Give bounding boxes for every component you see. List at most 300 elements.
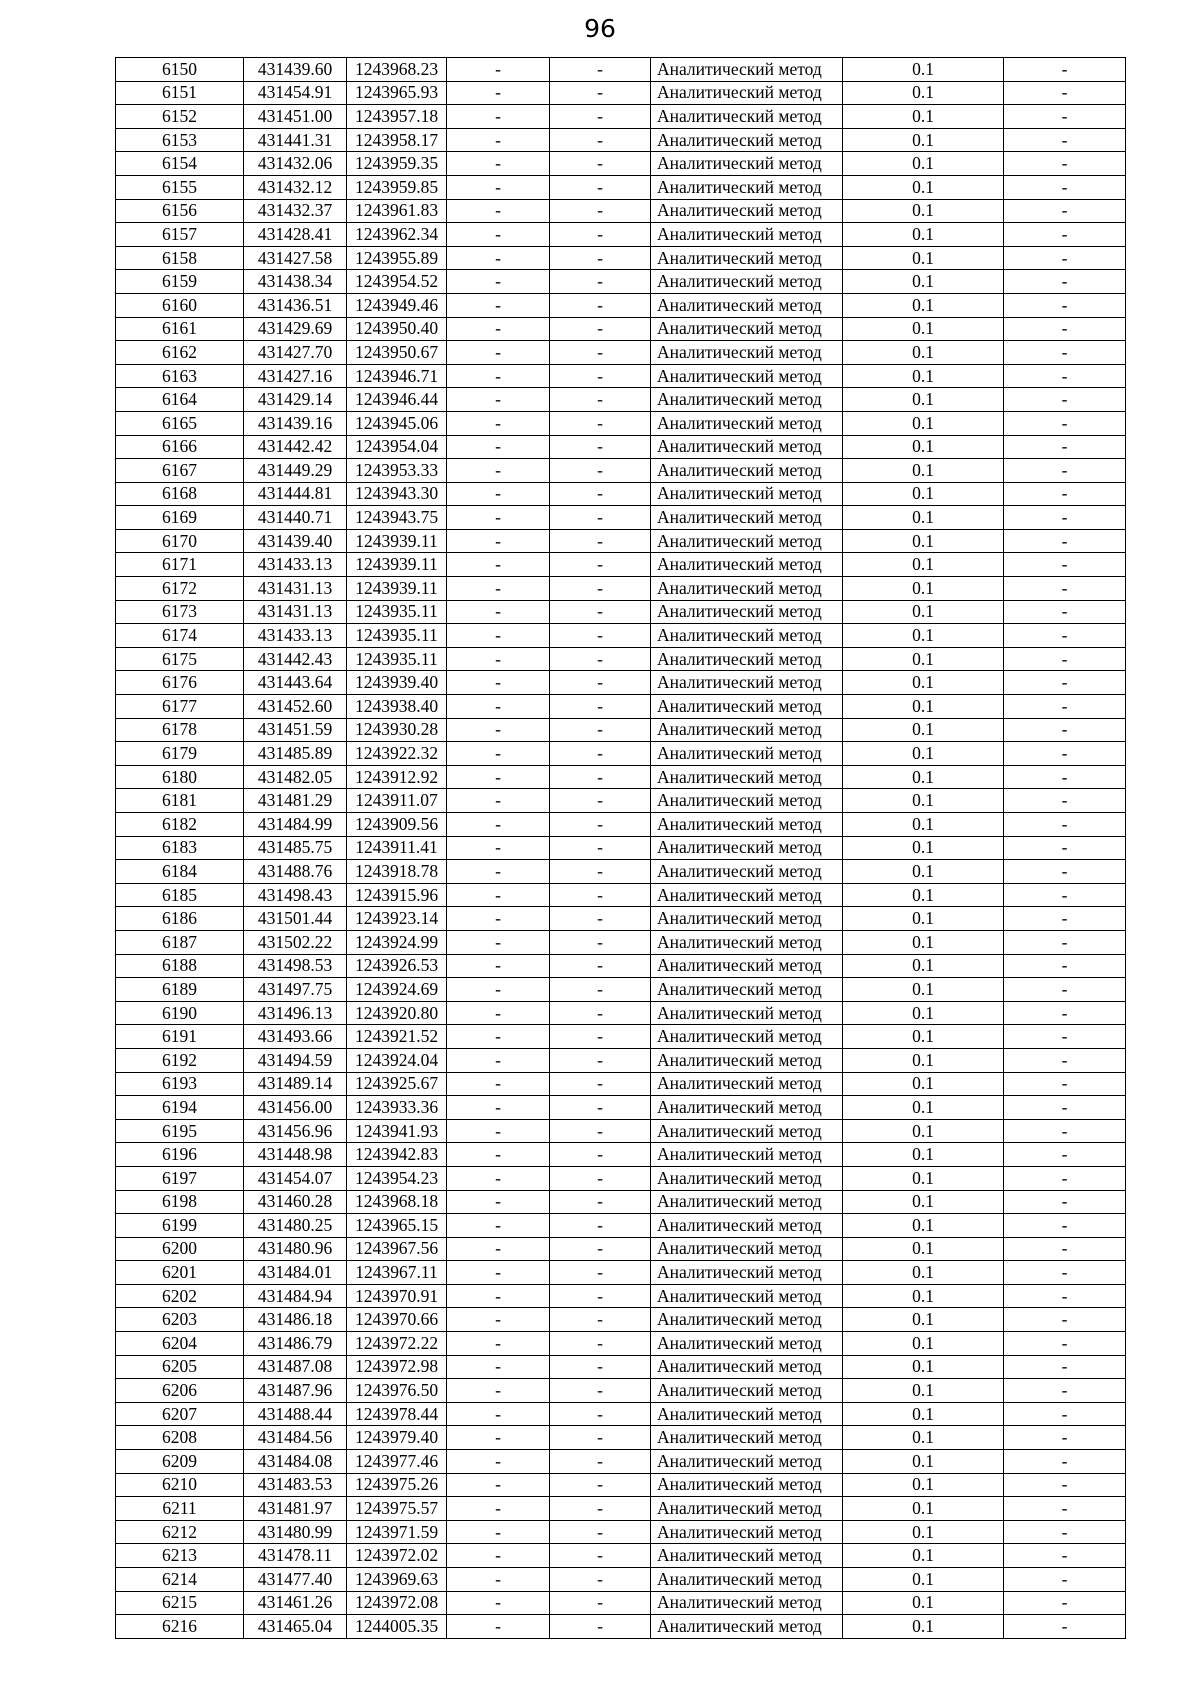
empty-cell-b: - [550,624,651,648]
empty-cell-c: - [1004,1544,1126,1568]
empty-cell-a: - [447,388,550,412]
x-coordinate-cell: 431465.04 [244,1615,347,1639]
method-cell: Аналитический метод [651,671,843,695]
point-number-cell: 6177 [116,695,244,719]
method-cell: Аналитический метод [651,1497,843,1521]
empty-cell-b: - [550,718,651,742]
accuracy-cell: 0.1 [843,1119,1004,1143]
x-coordinate-cell: 431436.51 [244,293,347,317]
empty-cell-a: - [447,577,550,601]
empty-cell-c: - [1004,317,1126,341]
y-coordinate-cell: 1243915.96 [347,883,447,907]
empty-cell-c: - [1004,1261,1126,1285]
table-row [116,671,1126,695]
empty-cell-b: - [550,317,651,341]
empty-cell-b: - [550,1190,651,1214]
accuracy-cell: 0.1 [843,1308,1004,1332]
x-coordinate-cell: 431429.14 [244,388,347,412]
point-number-cell: 6185 [116,883,244,907]
accuracy-cell: 0.1 [843,954,1004,978]
empty-cell-c: - [1004,199,1126,223]
accuracy-cell: 0.1 [843,128,1004,152]
method-cell: Аналитический метод [651,1544,843,1568]
method-cell: Аналитический метод [651,1450,843,1474]
point-number-cell: 6180 [116,765,244,789]
x-coordinate-cell: 431433.13 [244,553,347,577]
empty-cell-c: - [1004,577,1126,601]
accuracy-cell: 0.1 [843,293,1004,317]
x-coordinate-cell: 431451.59 [244,718,347,742]
empty-cell-c: - [1004,246,1126,270]
x-coordinate-cell: 431431.13 [244,577,347,601]
y-coordinate-cell: 1243979.40 [347,1426,447,1450]
x-coordinate-cell: 431431.13 [244,600,347,624]
accuracy-cell: 0.1 [843,1497,1004,1521]
method-cell: Аналитический метод [651,152,843,176]
table-row [116,1261,1126,1285]
x-coordinate-cell: 431494.59 [244,1048,347,1072]
accuracy-cell: 0.1 [843,624,1004,648]
table-row [116,695,1126,719]
empty-cell-c: - [1004,930,1126,954]
method-cell: Аналитический метод [651,1332,843,1356]
accuracy-cell: 0.1 [843,1143,1004,1167]
empty-cell-b: - [550,482,651,506]
empty-cell-b: - [550,1001,651,1025]
point-number-cell: 6196 [116,1143,244,1167]
x-coordinate-cell: 431451.00 [244,105,347,129]
method-cell: Аналитический метод [651,765,843,789]
table-row [116,1402,1126,1426]
empty-cell-b: - [550,1214,651,1238]
accuracy-cell: 0.1 [843,907,1004,931]
empty-cell-b: - [550,695,651,719]
x-coordinate-cell: 431484.01 [244,1261,347,1285]
empty-cell-a: - [447,341,550,365]
y-coordinate-cell: 1243939.40 [347,671,447,695]
table-row [116,1284,1126,1308]
x-coordinate-cell: 431438.34 [244,270,347,294]
table-row [116,1001,1126,1025]
empty-cell-a: - [447,765,550,789]
empty-cell-c: - [1004,482,1126,506]
empty-cell-a: - [447,435,550,459]
empty-cell-b: - [550,1615,651,1639]
point-number-cell: 6164 [116,388,244,412]
y-coordinate-cell: 1243946.44 [347,388,447,412]
method-cell: Аналитический метод [651,1096,843,1120]
method-cell: Аналитический метод [651,600,843,624]
table-row [116,1332,1126,1356]
empty-cell-c: - [1004,836,1126,860]
method-cell: Аналитический метод [651,1355,843,1379]
accuracy-cell: 0.1 [843,1072,1004,1096]
empty-cell-a: - [447,718,550,742]
empty-cell-b: - [550,1237,651,1261]
accuracy-cell: 0.1 [843,1261,1004,1285]
point-number-cell: 6192 [116,1048,244,1072]
y-coordinate-cell: 1243965.93 [347,81,447,105]
empty-cell-b: - [550,1544,651,1568]
x-coordinate-cell: 431432.12 [244,175,347,199]
method-cell: Аналитический метод [651,718,843,742]
empty-cell-a: - [447,199,550,223]
empty-cell-c: - [1004,1214,1126,1238]
method-cell: Аналитический метод [651,317,843,341]
empty-cell-c: - [1004,1190,1126,1214]
empty-cell-a: - [447,1544,550,1568]
empty-cell-a: - [447,1497,550,1521]
table-row [116,459,1126,483]
accuracy-cell: 0.1 [843,317,1004,341]
table-row [116,1520,1126,1544]
empty-cell-b: - [550,506,651,530]
empty-cell-b: - [550,411,651,435]
empty-cell-b: - [550,223,651,247]
x-coordinate-cell: 431482.05 [244,765,347,789]
page-number: 96 [584,14,616,43]
empty-cell-c: - [1004,1143,1126,1167]
empty-cell-c: - [1004,435,1126,459]
method-cell: Аналитический метод [651,1402,843,1426]
point-number-cell: 6213 [116,1544,244,1568]
point-number-cell: 6179 [116,742,244,766]
table-row [116,435,1126,459]
table-body [116,58,1126,1639]
empty-cell-a: - [447,317,550,341]
x-coordinate-cell: 431497.75 [244,978,347,1002]
table-row [116,624,1126,648]
y-coordinate-cell: 1243958.17 [347,128,447,152]
empty-cell-a: - [447,813,550,837]
empty-cell-b: - [550,388,651,412]
empty-cell-c: - [1004,175,1126,199]
y-coordinate-cell: 1243968.23 [347,58,447,82]
y-coordinate-cell: 1243924.04 [347,1048,447,1072]
empty-cell-b: - [550,1568,651,1592]
empty-cell-a: - [447,624,550,648]
empty-cell-b: - [550,1072,651,1096]
empty-cell-b: - [550,1048,651,1072]
empty-cell-c: - [1004,1568,1126,1592]
method-cell: Аналитический метод [651,647,843,671]
empty-cell-b: - [550,105,651,129]
table-row [116,1119,1126,1143]
method-cell: Аналитический метод [651,836,843,860]
empty-cell-c: - [1004,600,1126,624]
point-number-cell: 6172 [116,577,244,601]
empty-cell-b: - [550,789,651,813]
empty-cell-b: - [550,364,651,388]
x-coordinate-cell: 431498.43 [244,883,347,907]
x-coordinate-cell: 431493.66 [244,1025,347,1049]
empty-cell-a: - [447,1166,550,1190]
x-coordinate-cell: 431485.89 [244,742,347,766]
table-row [116,1025,1126,1049]
empty-cell-b: - [550,907,651,931]
table-row [116,364,1126,388]
table-row [116,1048,1126,1072]
table-row [116,1166,1126,1190]
point-number-cell: 6203 [116,1308,244,1332]
empty-cell-a: - [447,860,550,884]
empty-cell-c: - [1004,647,1126,671]
y-coordinate-cell: 1243941.93 [347,1119,447,1143]
accuracy-cell: 0.1 [843,1426,1004,1450]
method-cell: Аналитический метод [651,58,843,82]
empty-cell-c: - [1004,789,1126,813]
y-coordinate-cell: 1243922.32 [347,742,447,766]
empty-cell-a: - [447,742,550,766]
y-coordinate-cell: 1243939.11 [347,577,447,601]
method-cell: Аналитический метод [651,1473,843,1497]
empty-cell-b: - [550,1166,651,1190]
empty-cell-b: - [550,1261,651,1285]
empty-cell-b: - [550,435,651,459]
table-row [116,836,1126,860]
empty-cell-a: - [447,459,550,483]
accuracy-cell: 0.1 [843,1568,1004,1592]
accuracy-cell: 0.1 [843,718,1004,742]
accuracy-cell: 0.1 [843,742,1004,766]
empty-cell-c: - [1004,907,1126,931]
y-coordinate-cell: 1243959.35 [347,152,447,176]
accuracy-cell: 0.1 [843,1591,1004,1615]
method-cell: Аналитический метод [651,411,843,435]
empty-cell-b: - [550,1143,651,1167]
method-cell: Аналитический метод [651,1025,843,1049]
point-number-cell: 6151 [116,81,244,105]
method-cell: Аналитический метод [651,1261,843,1285]
point-number-cell: 6155 [116,175,244,199]
coordinates-table [115,57,1126,1639]
empty-cell-b: - [550,765,651,789]
method-cell: Аналитический метод [651,128,843,152]
accuracy-cell: 0.1 [843,364,1004,388]
x-coordinate-cell: 431484.99 [244,813,347,837]
x-coordinate-cell: 431502.22 [244,930,347,954]
empty-cell-c: - [1004,1072,1126,1096]
point-number-cell: 6156 [116,199,244,223]
x-coordinate-cell: 431488.44 [244,1402,347,1426]
point-number-cell: 6173 [116,600,244,624]
accuracy-cell: 0.1 [843,1025,1004,1049]
table-row [116,81,1126,105]
y-coordinate-cell: 1243967.11 [347,1261,447,1285]
method-cell: Аналитический метод [651,1166,843,1190]
empty-cell-c: - [1004,341,1126,365]
empty-cell-c: - [1004,1615,1126,1639]
y-coordinate-cell: 1243911.07 [347,789,447,813]
method-cell: Аналитический метод [651,577,843,601]
y-coordinate-cell: 1243953.33 [347,459,447,483]
empty-cell-a: - [447,1473,550,1497]
method-cell: Аналитический метод [651,1591,843,1615]
table-row [116,600,1126,624]
empty-cell-b: - [550,742,651,766]
empty-cell-b: - [550,577,651,601]
y-coordinate-cell: 1243939.11 [347,553,447,577]
table-row [116,883,1126,907]
point-number-cell: 6157 [116,223,244,247]
x-coordinate-cell: 431498.53 [244,954,347,978]
empty-cell-c: - [1004,270,1126,294]
empty-cell-c: - [1004,1520,1126,1544]
empty-cell-c: - [1004,978,1126,1002]
table-row [116,246,1126,270]
y-coordinate-cell: 1243975.57 [347,1497,447,1521]
y-coordinate-cell: 1243954.52 [347,270,447,294]
table-row [116,388,1126,412]
empty-cell-c: - [1004,128,1126,152]
x-coordinate-cell: 431481.29 [244,789,347,813]
accuracy-cell: 0.1 [843,1166,1004,1190]
table-row [116,647,1126,671]
empty-cell-b: - [550,930,651,954]
y-coordinate-cell: 1243933.36 [347,1096,447,1120]
method-cell: Аналитический метод [651,1190,843,1214]
point-number-cell: 6212 [116,1520,244,1544]
point-number-cell: 6199 [116,1214,244,1238]
point-number-cell: 6176 [116,671,244,695]
y-coordinate-cell: 1243924.69 [347,978,447,1002]
x-coordinate-cell: 431501.44 [244,907,347,931]
empty-cell-a: - [447,1025,550,1049]
accuracy-cell: 0.1 [843,765,1004,789]
point-number-cell: 6182 [116,813,244,837]
method-cell: Аналитический метод [651,1214,843,1238]
empty-cell-b: - [550,341,651,365]
empty-cell-a: - [447,152,550,176]
accuracy-cell: 0.1 [843,883,1004,907]
y-coordinate-cell: 1243961.83 [347,199,447,223]
table-row [116,1072,1126,1096]
empty-cell-c: - [1004,1119,1126,1143]
empty-cell-b: - [550,1402,651,1426]
empty-cell-b: - [550,1332,651,1356]
empty-cell-a: - [447,1001,550,1025]
point-number-cell: 6214 [116,1568,244,1592]
point-number-cell: 6183 [116,836,244,860]
x-coordinate-cell: 431461.26 [244,1591,347,1615]
empty-cell-b: - [550,813,651,837]
x-coordinate-cell: 431441.31 [244,128,347,152]
x-coordinate-cell: 431480.96 [244,1237,347,1261]
table-row [116,1096,1126,1120]
empty-cell-c: - [1004,813,1126,837]
accuracy-cell: 0.1 [843,577,1004,601]
point-number-cell: 6175 [116,647,244,671]
accuracy-cell: 0.1 [843,152,1004,176]
empty-cell-a: - [447,671,550,695]
table-row [116,529,1126,553]
accuracy-cell: 0.1 [843,529,1004,553]
accuracy-cell: 0.1 [843,506,1004,530]
y-coordinate-cell: 1243923.14 [347,907,447,931]
empty-cell-a: - [447,1615,550,1639]
empty-cell-b: - [550,128,651,152]
empty-cell-c: - [1004,553,1126,577]
empty-cell-b: - [550,529,651,553]
accuracy-cell: 0.1 [843,341,1004,365]
x-coordinate-cell: 431484.94 [244,1284,347,1308]
x-coordinate-cell: 431488.76 [244,860,347,884]
point-number-cell: 6168 [116,482,244,506]
x-coordinate-cell: 431480.25 [244,1214,347,1238]
x-coordinate-cell: 431487.08 [244,1355,347,1379]
accuracy-cell: 0.1 [843,270,1004,294]
empty-cell-c: - [1004,529,1126,553]
empty-cell-a: - [447,482,550,506]
x-coordinate-cell: 431456.00 [244,1096,347,1120]
y-coordinate-cell: 1243970.91 [347,1284,447,1308]
empty-cell-b: - [550,1284,651,1308]
accuracy-cell: 0.1 [843,1520,1004,1544]
accuracy-cell: 0.1 [843,246,1004,270]
x-coordinate-cell: 431481.97 [244,1497,347,1521]
method-cell: Аналитический метод [651,930,843,954]
empty-cell-b: - [550,671,651,695]
table-row [116,860,1126,884]
accuracy-cell: 0.1 [843,1284,1004,1308]
method-cell: Аналитический метод [651,1001,843,1025]
empty-cell-a: - [447,1520,550,1544]
point-number-cell: 6153 [116,128,244,152]
table-row [116,765,1126,789]
point-number-cell: 6208 [116,1426,244,1450]
empty-cell-c: - [1004,1355,1126,1379]
table-row [116,978,1126,1002]
x-coordinate-cell: 431477.40 [244,1568,347,1592]
accuracy-cell: 0.1 [843,411,1004,435]
table-row [116,813,1126,837]
accuracy-cell: 0.1 [843,199,1004,223]
y-coordinate-cell: 1243957.18 [347,105,447,129]
method-cell: Аналитический метод [651,435,843,459]
y-coordinate-cell: 1243965.15 [347,1214,447,1238]
empty-cell-c: - [1004,1332,1126,1356]
empty-cell-c: - [1004,1237,1126,1261]
point-number-cell: 6160 [116,293,244,317]
accuracy-cell: 0.1 [843,1214,1004,1238]
empty-cell-a: - [447,411,550,435]
empty-cell-a: - [447,1332,550,1356]
empty-cell-a: - [447,1190,550,1214]
empty-cell-c: - [1004,742,1126,766]
empty-cell-a: - [447,1355,550,1379]
point-number-cell: 6158 [116,246,244,270]
method-cell: Аналитический метод [651,978,843,1002]
empty-cell-c: - [1004,765,1126,789]
accuracy-cell: 0.1 [843,175,1004,199]
empty-cell-b: - [550,81,651,105]
point-number-cell: 6188 [116,954,244,978]
table-row [116,293,1126,317]
empty-cell-a: - [447,1261,550,1285]
method-cell: Аналитический метод [651,1237,843,1261]
empty-cell-b: - [550,246,651,270]
empty-cell-a: - [447,1591,550,1615]
empty-cell-a: - [447,1072,550,1096]
x-coordinate-cell: 431449.29 [244,459,347,483]
point-number-cell: 6204 [116,1332,244,1356]
empty-cell-c: - [1004,223,1126,247]
point-number-cell: 6206 [116,1379,244,1403]
empty-cell-b: - [550,954,651,978]
empty-cell-a: - [447,1214,550,1238]
empty-cell-c: - [1004,1402,1126,1426]
empty-cell-c: - [1004,1284,1126,1308]
